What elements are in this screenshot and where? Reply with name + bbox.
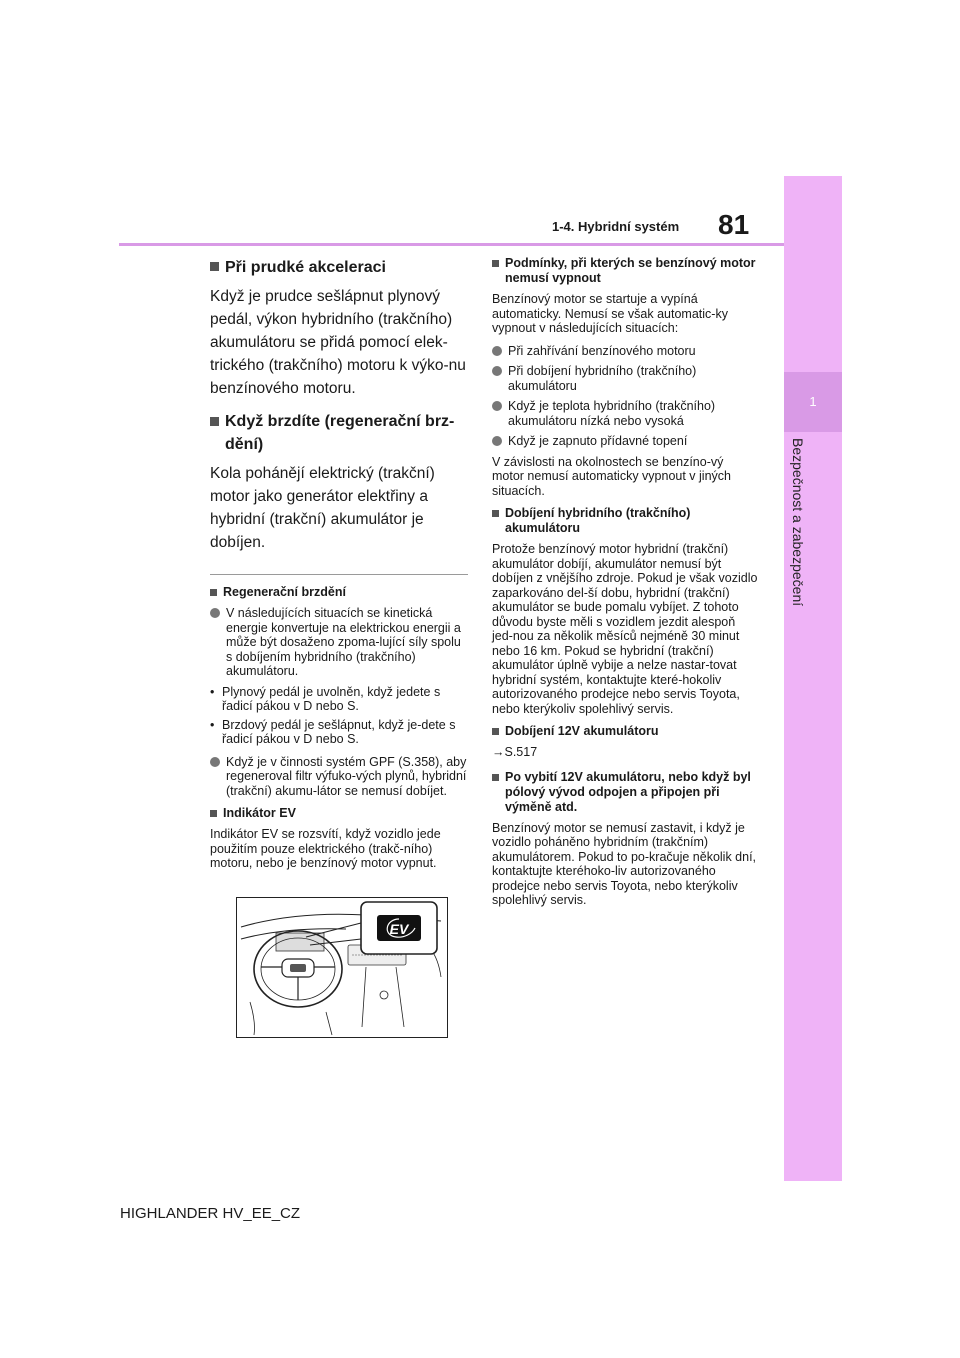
chapter-number-tab[interactable]	[784, 372, 842, 432]
heading-acceleration: Při prudké akceleraci	[210, 256, 468, 279]
chapter-title: Bezpečnost a zabezpečení	[790, 438, 806, 607]
square-bullet-icon	[492, 728, 499, 735]
round-bullet-icon	[210, 757, 220, 767]
page-reference-link[interactable]: →S.517	[492, 745, 538, 759]
square-bullet-icon	[492, 260, 499, 267]
heading-regen-braking: Když brzdíte (regenerační brz-dění)	[210, 410, 468, 456]
paragraph-regen-braking: Kola pohánějí elektrický (trakční) motor jako generátor elektřiny a hybridní (trakční) akumulátor je dobíjen.	[210, 465, 435, 551]
square-bullet-icon	[210, 810, 217, 817]
heading-12v-discharge: Po vybití 12V akumulátoru, nebo když byl pólový vývod odpojen a připojen při výměně atd.	[492, 770, 758, 815]
paragraph-12v-discharge: Benzínový motor se nemusí zastavit, i když je vozidlo poháněno hybridním (trakčním) akumulátorem. Pokud to po-kračuje několik dní, kontaktujte kteréhoko-liv autorizovaného prodejce nebo servis Toyota, nebo kterýkoliv spolehlivý servis.	[492, 820, 757, 907]
paragraph-acceleration: Když je prudce sešlápnut plynový pedál, výkon hybridního (trakčního) akumulátoru se přidá pomocí elek-trického (trakčního) motoru k výko-nu benzínového motoru.	[210, 288, 466, 397]
ev-indicator-icon: EV	[389, 921, 409, 937]
heading-regen-note: Regenerační brzdění	[210, 585, 468, 600]
heading-hybrid-charging: Dobíjení hybridního (trakčního) akumulátoru	[492, 506, 758, 536]
square-bullet-icon	[492, 510, 499, 517]
round-bullet-icon	[492, 401, 502, 411]
left-column	[210, 256, 468, 879]
round-bullet-icon	[492, 436, 502, 446]
document-code: HIGHLANDER HV_EE_CZ	[120, 1205, 301, 1222]
header-rule	[119, 243, 784, 246]
round-bullet-icon	[492, 366, 502, 376]
list-item: Když je teplota hybridního (trakčního) akumulátoru nízká nebo vysoká	[492, 399, 758, 428]
list-item: Při dobíjení hybridního (trakčního) akumulátoru	[492, 364, 758, 393]
round-bullet-icon	[492, 346, 502, 356]
list-item: Když je v činnosti systém GPF (S.358), aby regeneroval filtr výfuko-vých plynů, hybridní (trakční) akumu-látor se nemusí dobíjet.	[210, 755, 468, 799]
paragraph-engine-auto: Benzínový motor se startuje a vypíná automaticky. Nemusí se však automatic-ky vypnout v následujících situacích:	[492, 292, 728, 335]
round-bullet-icon	[210, 608, 220, 618]
page-number: 81	[718, 209, 750, 240]
square-bullet-icon	[210, 417, 219, 426]
square-bullet-icon	[210, 589, 217, 596]
sub-list-item: • Plynový pedál je uvolněn, když jedete s řadicí pákou v D nebo S.	[210, 684, 441, 713]
list-item: Když je zapnuto přídavné topení	[492, 434, 758, 449]
paragraph-other-situations: V závislosti na okolnostech se benzíno-vý motor nemusí automaticky vypnout v jiných situacích.	[492, 454, 731, 498]
heading-engine-not-stop: Podmínky, při kterých se benzínový motor nemusí vypnout	[492, 256, 758, 286]
chapter-sidebar	[784, 176, 842, 1181]
right-column	[492, 256, 758, 916]
heading-ev-indicator: Indikátor EV	[210, 806, 468, 821]
sub-list-item: • Brzdový pedál je sešlápnut, když je-dete s řadicí pákou v D nebo S.	[210, 717, 456, 746]
paragraph-ev-indicator: Indikátor EV se rozsvítí, když vozidlo jede použitím pouze elektrického (trakč-ního) motoru, nebo je benzínový motor vypnut.	[210, 827, 441, 870]
section-title: 1-4. Hybridní systém	[552, 219, 680, 234]
list-item: Při zahřívání benzínového motoru	[492, 344, 758, 359]
section-divider	[210, 574, 468, 575]
square-bullet-icon	[492, 774, 499, 781]
paragraph-hybrid-charging: Protože benzínový motor hybridní (trakční) akumulátor dobíjí, akumulátor nemusí být dobíjen z vnějšího zdroje. Pokud je však vozidlo zaparkováno del-ší dobu, hybridní (trakční) akumulátor se bude pomalu vybíjet. Z tohoto důvodu byste měli s vozidlem jezdit alespoň jed-nou za několik měsíců nejméně 30 minut nebo 16 km. Pokud se hybridní (trakční) akumulátor úplně vybije a nelze nastar-tovat hybridní systém, kontaktujte které-hokoliv autorizovaného prodejce nebo servis Toyota, nebo kterýkoliv spolehlivý servis.	[492, 542, 758, 716]
dashboard-drawing	[236, 897, 448, 1038]
list-item: V následujících situacích se kinetická energie konvertuje na elektrickou energii a může být dosaženo zpoma-lující síly spolu s dobíjením hybridního (trakčního) akumulátoru.	[210, 606, 468, 679]
heading-12v-charging: Dobíjení 12V akumulátoru	[492, 724, 758, 739]
square-bullet-icon	[210, 262, 219, 271]
chapter-number: 1	[809, 394, 817, 409]
dashboard-illustration	[236, 897, 448, 1038]
